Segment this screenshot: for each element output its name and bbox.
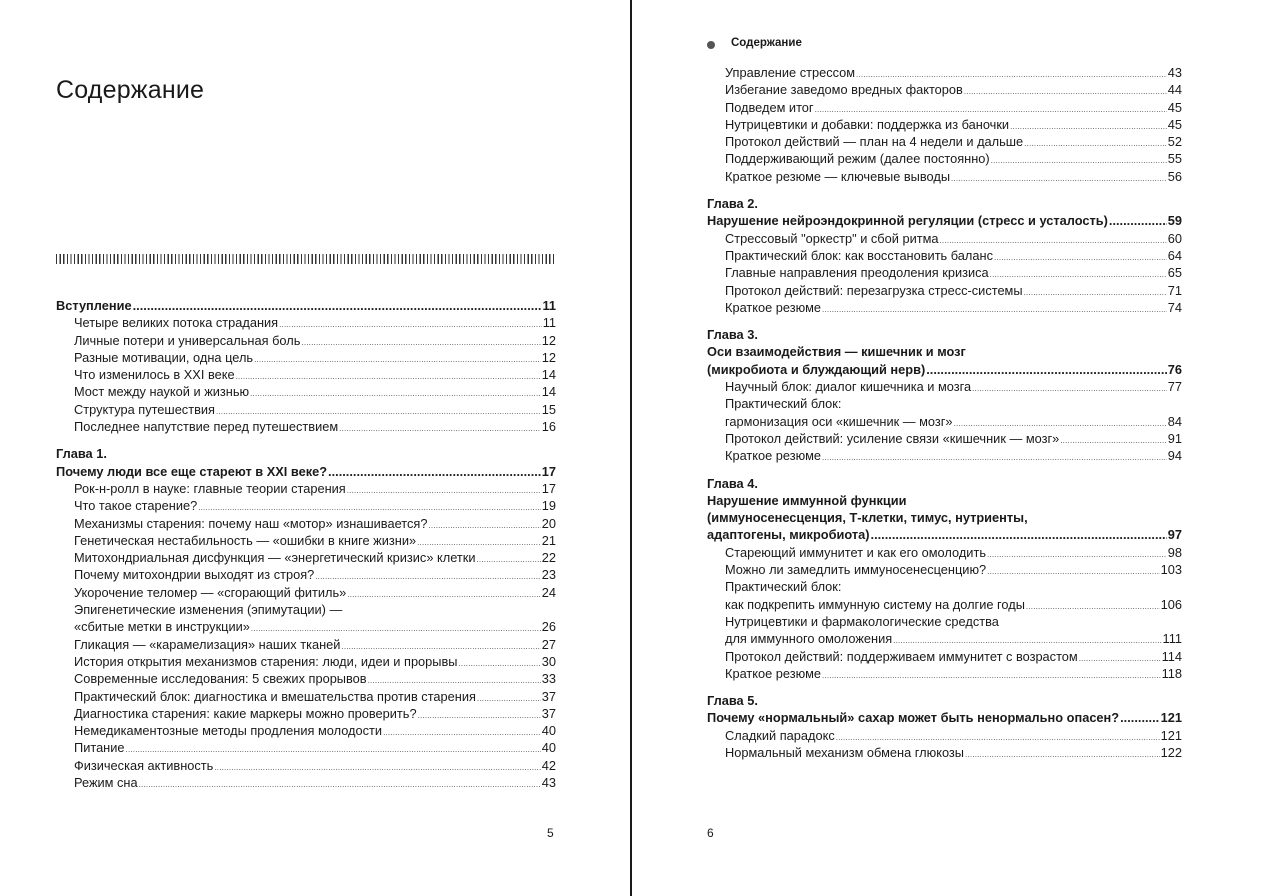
toc-entry[interactable]: Протокол действий — план на 4 недели и дальше ..... 52 <box>707 133 1182 150</box>
toc-left <box>56 297 556 801</box>
page-number: 5 <box>547 826 554 840</box>
toc-entry[interactable]: Рок-н-ролл в науке: главные теории старения ..... 17 <box>56 480 556 497</box>
toc-entry[interactable]: Генетическая нестабильность — «ошибки в книге жизни» ..... 21 <box>56 532 556 549</box>
toc-chapter-2[interactable]: Нарушение нейроэндокринной регуляции (стресс и усталость) ..... 59 <box>707 212 1182 229</box>
toc-entry-line1: Эпигенетические изменения (эпимутации) — <box>74 602 343 618</box>
toc-entry[interactable]: Можно ли замедлить иммуносенесценцию? ..... 103 <box>707 561 1182 578</box>
toc-entry[interactable]: гармонизация оси «кишечник — мозг» ..... 84 <box>707 413 1182 430</box>
toc-entry[interactable]: Структура путешествия ..... 15 <box>56 401 556 418</box>
toc-entry[interactable]: Сладкий парадокс ..... 121 <box>707 727 1182 744</box>
chapter-label: Глава 3. <box>707 327 758 343</box>
toc-entry[interactable]: Краткое резюме — ключевые выводы ..... 56 <box>707 168 1182 185</box>
toc-entry[interactable]: Поддерживающий режим (далее постоянно) ..... 55 <box>707 150 1182 167</box>
toc-entry[interactable]: Немедикаментозные методы продления молодости ..... 40 <box>56 722 556 739</box>
toc-entry[interactable]: История открытия механизмов старения: люди, идеи и прорывы ..... 30 <box>56 653 556 670</box>
toc-entry[interactable]: Практический блок: как восстановить баланс ..... 64 <box>707 247 1182 264</box>
toc-entry[interactable]: Личные потери и универсальная боль ..... 12 <box>56 332 556 349</box>
toc-entry[interactable]: Четыре великих потока страдания ..... 11 <box>56 314 556 331</box>
toc-chapter-4[interactable]: адаптогены, микробиота) ..... 97 <box>707 526 1182 543</box>
toc-entry[interactable]: Краткое резюме ..... 94 <box>707 447 1182 464</box>
toc-entry[interactable]: Митохондриальная дисфункция — «энергетический кризис» клетки ..... 22 <box>56 549 556 566</box>
page-title: Содержание <box>56 76 205 104</box>
left-page <box>0 0 630 896</box>
page-number: 6 <box>707 826 714 840</box>
toc-entry[interactable]: Последнее напутствие перед путешествием ..... 16 <box>56 418 556 435</box>
decorative-rule <box>56 254 556 264</box>
toc-chapter-5[interactable]: Почему «нормальный» сахар может быть ненормально опасен? ..... 121 <box>707 709 1182 726</box>
toc-entry[interactable]: Краткое резюме ..... 74 <box>707 299 1182 316</box>
toc-entry[interactable]: Разные мотивации, одна цель ..... 12 <box>56 349 556 366</box>
toc-entry[interactable]: Главные направления преодоления кризиса ..... 65 <box>707 264 1182 281</box>
toc-entry-line1: Практический блок: <box>725 396 842 412</box>
toc-entry[interactable]: Укорочение теломер — «сгорающий фитиль» ..... 24 <box>56 584 556 601</box>
chapter-title-line2: (иммуносенесценция, Т-клетки, тимус, нутриенты, <box>707 510 1028 526</box>
right-page: Содержание Управление стрессом ..... 43 Избегание заведомо вредных факторов ..... 44 Подведем итог ..... 45 Нутрицевтики и добавки: поддержка из баночки ..... 45 Протокол действий — план на 4 недели и дальше ..... 52 Поддерживающий режим (далее постоянно) ..... 55 Краткое резюме — ключевые выводы ..... 56 Глава 2. Нарушение нейроэндокринной регуляции (стресс и усталость) ..... 59 Стрессовый "оркестр" и сбой ритма ..... 60 Практический блок: как восстановить баланс ..... 64 Главные направления преодоления кризиса ..... 65 Протокол действий: перезагрузка стресс-системы ..... 71 Краткое резюме ..... 74 Глава 3. Оси взаимодействия — кишечник и мозг (микробиота и блуждающий нерв) ..... 76 Научный блок: диалог кишечника и мозга ..... 77 Практический блок: гармонизация оси «кишечник — мозг» ..... 84 Протокол действий: усиление связи «кишечник — мозг» ..... 91 Краткое резюме ..... 94 Глава 4. Нарушение иммунной функции (иммуносенесценция, Т-клетки, тимус, нутриенты, адаптогены, микробиота) ..... 97 Стареющий иммунитет и как его омолодить ..... 98 Можно ли замедлить иммуносенесценцию? ..... 103 Практический блок: как подкрепить иммунную систему на долгие годы ..... 106 Нутрицевтики и фармакологические средства для иммунного омоложения ..... 111 Протокол действий: поддерживаем иммунитет с возрастом ..... 114 Краткое резюме ..... 118 Глава 5. Почему «нормальный» сахар может быть ненормально опасен? ..... 121 Сладкий парадокс ..... 121 Нормальный механизм обмена глюкозы ..... 122 6 <box>633 0 1262 896</box>
bullet-icon <box>707 41 715 49</box>
toc-entry[interactable]: Подведем итог ..... 45 <box>707 99 1182 116</box>
toc-entry[interactable]: Диагностика старения: какие маркеры можно проверить? ..... 37 <box>56 705 556 722</box>
toc-entry[interactable]: Стрессовый "оркестр" и сбой ритма ..... 60 <box>707 230 1182 247</box>
toc-entry[interactable]: Что изменилось в XXI веке ..... 14 <box>56 366 556 383</box>
toc-entry[interactable]: Научный блок: диалог кишечника и мозга ..... 77 <box>707 378 1182 395</box>
toc-entry-line1: Практический блок: <box>725 579 842 595</box>
toc-entry[interactable]: Механизмы старения: почему наш «мотор» изнашивается? ..... 20 <box>56 515 556 532</box>
chapter-label: Глава 5. <box>707 693 758 709</box>
toc-entry[interactable]: «сбитые метки в инструкции» ..... 26 <box>56 618 556 635</box>
chapter-title-line1: Нарушение иммунной функции <box>707 492 907 508</box>
toc-entry[interactable]: Краткое резюме ..... 118 <box>707 665 1182 682</box>
toc-entry[interactable]: Практический блок: диагностика и вмешательства против старения ..... 37 <box>56 688 556 705</box>
toc-entry[interactable]: Протокол действий: перезагрузка стресс-системы ..... 71 <box>707 282 1182 299</box>
toc-entry[interactable]: Избегание заведомо вредных факторов ..... 44 <box>707 81 1182 98</box>
toc-entry[interactable]: Управление стрессом ..... 43 <box>707 64 1182 81</box>
toc-entry-line1: Нутрицевтики и фармакологические средства <box>725 613 999 629</box>
toc-entry[interactable]: как подкрепить иммунную систему на долгие годы ..... 106 <box>707 596 1182 613</box>
toc-entry[interactable]: Нутрицевтики и добавки: поддержка из баночки ..... 45 <box>707 116 1182 133</box>
toc-entry[interactable]: для иммунного омоложения ..... 111 <box>707 630 1182 647</box>
toc-chapter-1[interactable]: Почему люди все еще стареют в XXI веке? ..... 17 <box>56 463 556 480</box>
toc-entry[interactable]: Стареющий иммунитет и как его омолодить ..... 98 <box>707 544 1182 561</box>
toc-entry[interactable]: Гликация — «карамелизация» наших тканей ..... 27 <box>56 636 556 653</box>
chapter-label: Глава 1. <box>56 446 107 462</box>
book-spine <box>630 0 632 896</box>
toc-entry[interactable]: Что такое старение? ..... 19 <box>56 497 556 514</box>
toc-entry[interactable]: Физическая активность ..... 42 <box>56 757 556 774</box>
toc-entry[interactable]: Питание ..... 40 <box>56 739 556 756</box>
toc-entry[interactable]: Современные исследования: 5 свежих прорывов ..... 33 <box>56 670 556 687</box>
toc-entry[interactable]: Нормальный механизм обмена глюкозы ..... 122 <box>707 744 1182 761</box>
chapter-label: Глава 4. <box>707 475 758 491</box>
chapter-title-line1: Оси взаимодействия — кишечник и мозг <box>707 344 966 360</box>
chapter-label: Глава 2. <box>707 196 758 212</box>
toc-right <box>707 64 1182 771</box>
toc-entry[interactable]: Режим сна ..... 43 <box>56 774 556 791</box>
toc-chapter-3[interactable]: (микробиота и блуждающий нерв) ..... 76 <box>707 361 1182 378</box>
toc-entry[interactable]: Протокол действий: поддерживаем иммунитет с возрастом ..... 114 <box>707 648 1182 665</box>
toc-entry[interactable]: Почему митохондрии выходят из строя? ..... 23 <box>56 566 556 583</box>
toc-entry[interactable]: Мост между наукой и жизнью ..... 14 <box>56 383 556 400</box>
toc-entry[interactable]: Протокол действий: усиление связи «кишечник — мозг» ..... 91 <box>707 430 1182 447</box>
toc-entry-introduction[interactable]: Вступление ..... 11 <box>56 297 556 314</box>
